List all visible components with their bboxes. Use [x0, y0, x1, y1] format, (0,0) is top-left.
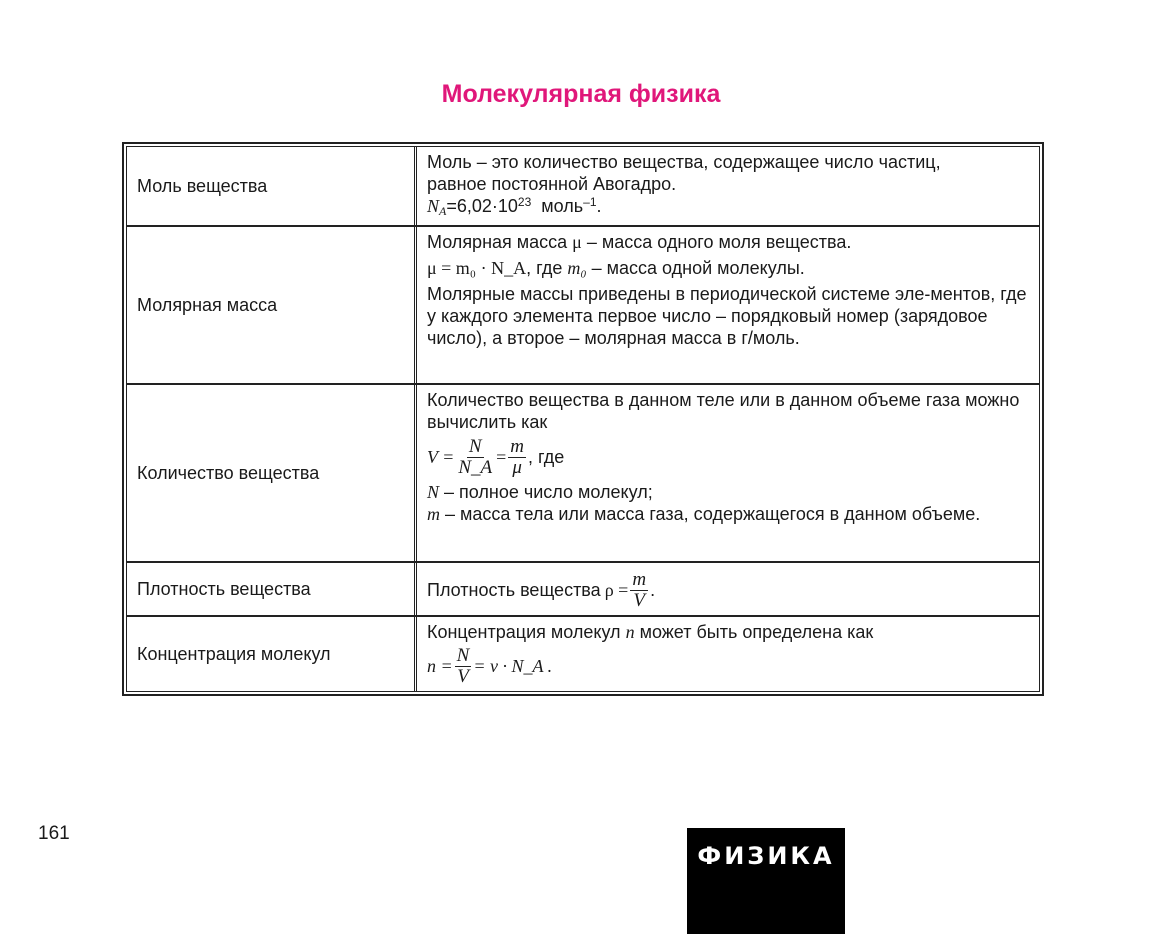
definition-text: равное постоянной Авогадро.: [427, 174, 677, 194]
definition-text: Молярная масса μ – масса одного моля вещества.: [427, 232, 852, 252]
term-label: Молярная масса: [137, 295, 278, 315]
section-label: ФИЗИКА: [697, 842, 835, 870]
definition-text: m – масса тела или масса газа, содержащегося в данном объеме.: [427, 504, 981, 524]
table-row: [127, 617, 1039, 691]
definition-cell: [417, 563, 1039, 615]
term-cell: [127, 147, 417, 225]
definition-text: Концентрация молекул n может быть определена как: [427, 622, 874, 642]
term-cell: [127, 385, 417, 561]
table-row: [127, 385, 1039, 563]
section-label-box: [687, 828, 845, 934]
amount-formula: V = $\frac{N}{N\_A}$ = $\frac{m}{\mu}$ , где: [427, 435, 565, 478]
definition-note: Молярные массы приведены в периодической системе эле-ментов, где у каждого элемента первое число – порядковый номер (зарядовое число), а второе – молярная масса в г/моль.: [427, 284, 1027, 348]
table-row: [127, 147, 1039, 227]
page-number: 161: [38, 823, 70, 844]
density-formula: Плотность вещества ρ = $\frac{m}{V}$ .: [427, 568, 656, 611]
avogadro-constant: $NA=6,02\cdot 10^{23}$ моль$^{-1}$.: [427, 195, 602, 218]
definition-text: N – полное число молекул;: [427, 482, 653, 502]
term-cell: [127, 563, 417, 615]
term-label: Концентрация молекул: [137, 644, 331, 664]
definition-text: Моль – это количество вещества, содержащее число частиц,: [427, 152, 941, 172]
term-label: Моль вещества: [137, 176, 268, 196]
term-label: Плотность вещества: [137, 579, 311, 599]
definition-cell: [417, 385, 1039, 561]
definition-cell: [417, 617, 1039, 691]
table-row: [127, 563, 1039, 617]
definition-cell: [417, 147, 1039, 225]
definition-text: Количество вещества в данном теле или в данном объеме газа можно вычислить как: [427, 390, 1020, 432]
concentration-formula: n = $\frac{N}{V}$ = ν · N_A .: [427, 644, 553, 687]
term-cell: [127, 227, 417, 383]
term-label: Количество вещества: [137, 463, 320, 483]
molar-mass-formula: μ = m₀ · N_A, где m₀ – масса одной молекулы.: [427, 258, 805, 278]
page-title: Молекулярная физика: [441, 80, 721, 108]
definitions-table: [122, 142, 1044, 696]
table-row: [127, 227, 1039, 385]
definition-cell: [417, 227, 1039, 383]
term-cell: [127, 617, 417, 691]
